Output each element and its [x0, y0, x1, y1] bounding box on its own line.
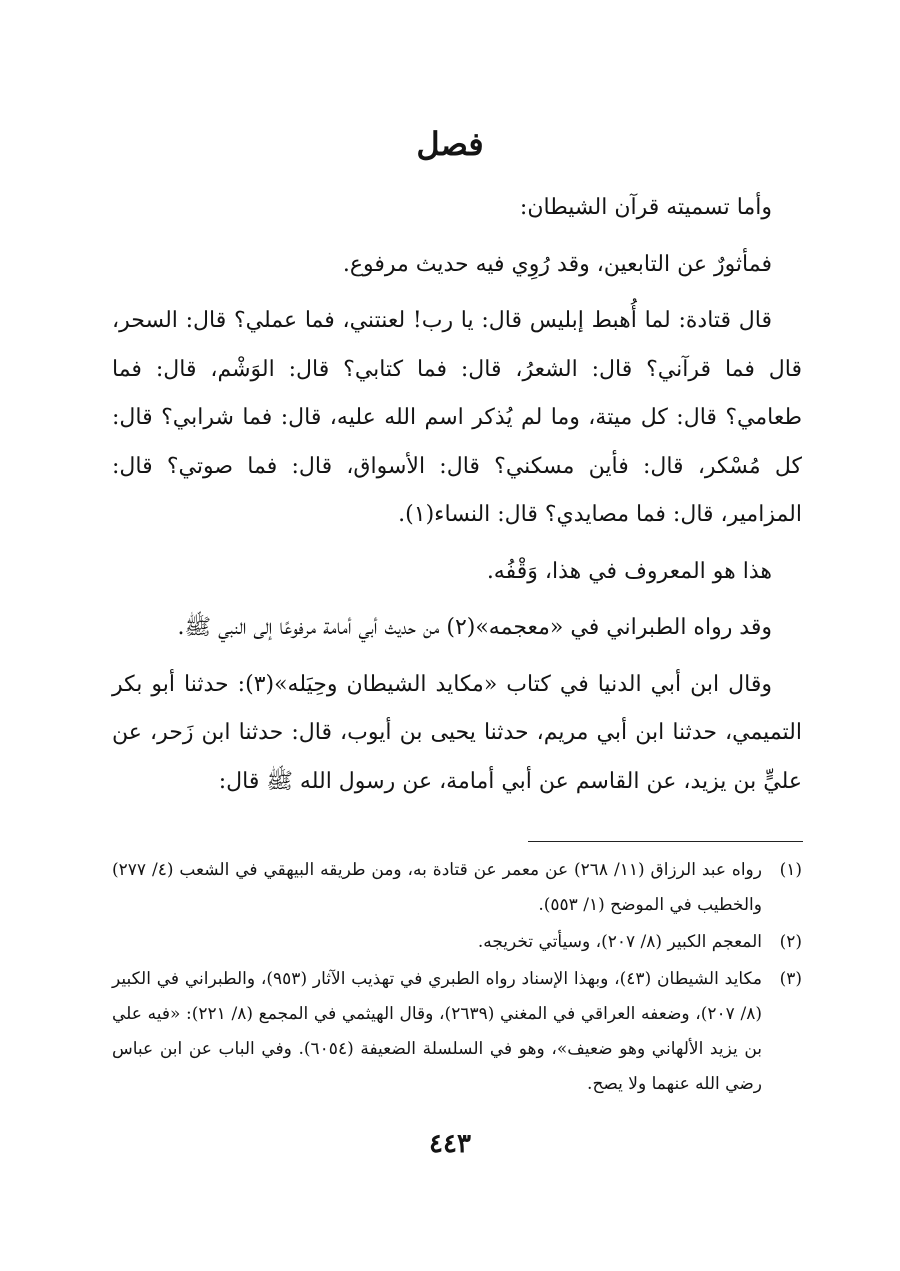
footnote-divider [528, 841, 803, 842]
paragraph: قال قتادة: لما أُهبط إبليس قال: يا رب! لعنتني، فما عملي؟ قال: السحر، قال فما قرآني؟ قال: الشعرُ، قال: فما كتابي؟ قال: الوَشْم، قال: فما طعامي؟ قال: كل ميتة، وما لم يُذكر اسم الله عليه، قال: فما شرابي؟ قال: كل مُسْكر، قال: فأين مسكني؟ قال: الأسواق، قال: فما صوتي؟ قال: المزامير، قال: فما مصايدي؟ قال: النساء(١). [112, 308, 803, 527]
footnote-number: (١) [779, 860, 802, 880]
page-number: ٤٤٣ [429, 1129, 471, 1159]
footnote-number: (٢) [779, 932, 802, 952]
paragraph: فمأثورٌ عن التابعين، وقد رُوِي فيه حديث مرفوع. [342, 251, 772, 277]
footnote [112, 925, 802, 960]
paragraph: وقد رواه الطبراني في «معجمه»(٢) من حديث أبي أمامة مرفوعًا إلى النبي ﷺ. [177, 615, 772, 640]
footnote [112, 962, 802, 1102]
footnote-number: (٣) [779, 969, 802, 989]
paragraph: وقال ابن أبي الدنيا في كتاب «مكايد الشيطان وحِيَله»(٣): حدثنا أبو بكر التميمي، حدثنا ابن أبي مريم، حدثنا يحيى بن أيوب، قال: حدثنا ابن زَحر، عن عليٍّ بن يزيد، عن القاسم عن أبي أمامة، عن رسول الله ﷺ قال: [112, 671, 802, 794]
footnote [112, 853, 802, 923]
section-heading: فصل [416, 125, 484, 163]
footnotes [112, 853, 802, 1104]
footnote-text: المعجم الكبير (٨/ ٢٠٧)، وسيأتي تخريجه. [477, 932, 762, 952]
footnote-text: مكايد الشيطان (٤٣)، وبهذا الإسناد رواه الطبري في تهذيب الآثار (٩٥٣)، والطبراني في الكبير (٨/ ٢٠٧)، وضعفه العراقي في المغني (٢٦٣٩)، وقال الهيثمي في المجمع (٨/ ٢٢١): «فيه علي بن يزيد الألهاني وهو ضعيف»، وهو في السلسلة الضعيفة (٦٠٥٤). وفي الباب عن ابن عباس رضي الله عنهما ولا يصح. [112, 969, 762, 1094]
paragraph: هذا هو المعروف في هذا، وَقْفُه. [486, 558, 772, 584]
paragraph: وأما تسميته قرآن الشيطان: [519, 195, 772, 220]
footnote-text: رواه عبد الرزاق (١١/ ٢٦٨) عن معمر عن قتادة به، ومن طريقه البيهقي في الشعب (٤/ ٢٧٧) والخطيب في الموضح (١/ ٥٥٣). [112, 860, 762, 915]
main-text [112, 184, 802, 814]
